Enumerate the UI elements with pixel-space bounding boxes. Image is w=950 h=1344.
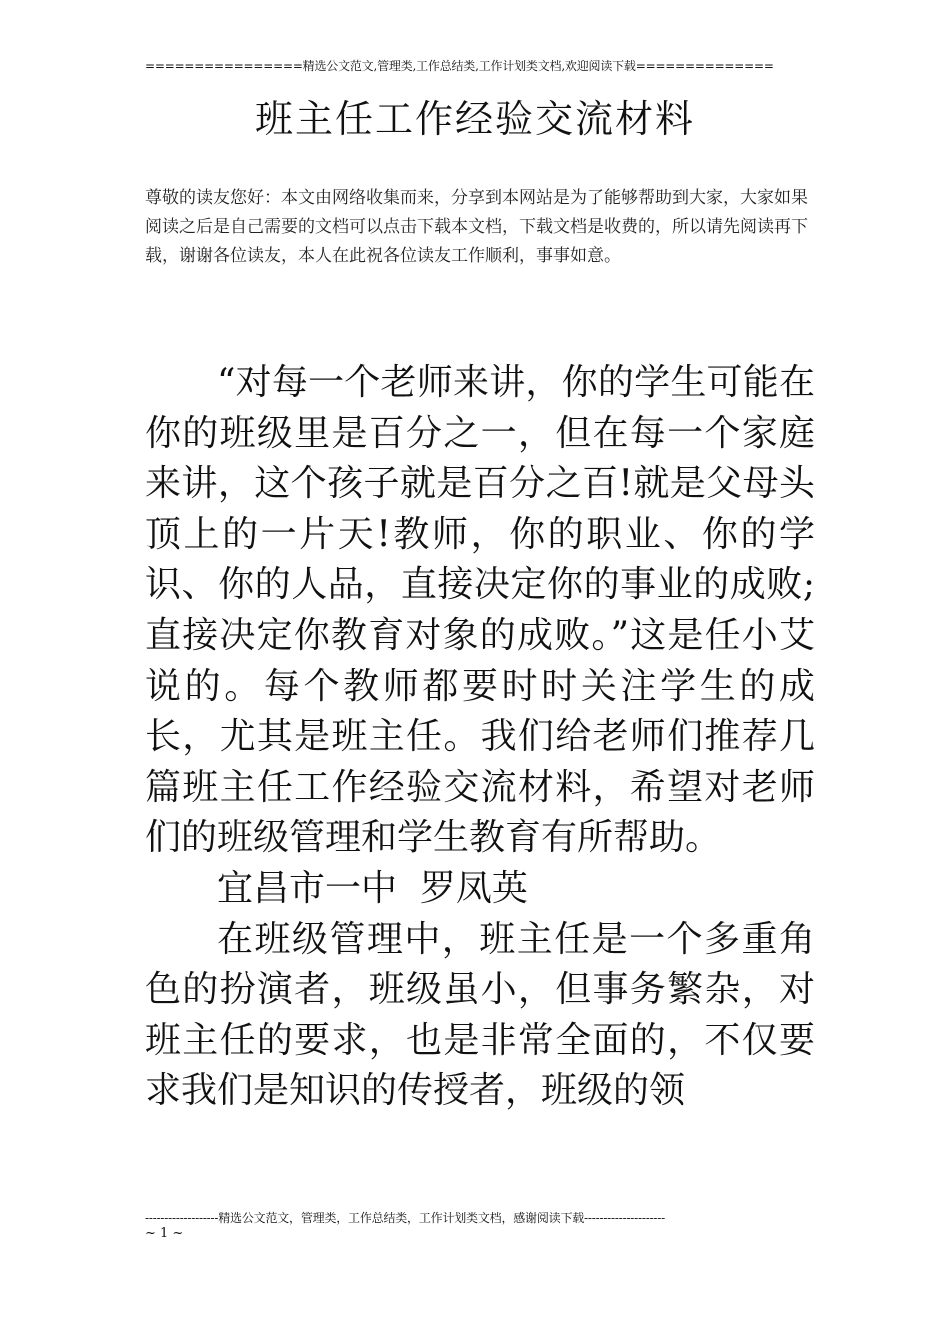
page-header: ================精选公文范文,管理类,工作总结类,工作计划类文档,欢迎阅读下载============== (145, 59, 774, 73)
body-paragraph-author: 宜昌市一中 罗凤英 (217, 867, 528, 909)
document-title: 班主任工作经验交流材料 (254, 97, 695, 141)
intro-notice: 尊敬的读友您好：本文由网络收集而来，分享到本网站是为了能够帮助到大家，大家如果阅读之后是自己需要的文档可以点击下载本文档，下载文档是收费的，所以请先阅读再下载，谢谢各位读友，本人在此祝各位读友工作顺利，事事如意。 (145, 188, 808, 266)
page-footer: -------------------精选公文范文，管理类，工作总结类，工作计划类文档，感谢阅读下载--------------------- (145, 1211, 665, 1225)
body-paragraph-2: 在班级管理中，班主任是一个多重角色的扮演者，班级虽小，但事务繁杂，对班主任的要求，也是非常全面的，不仅要求我们是知识的传授者，班级的领 (145, 918, 815, 1112)
page-number: ~ 1 ~ (145, 1226, 184, 1241)
body-paragraph-1: “对每一个老师来讲，你的学生可能在你的班级里是百分之一，但在每一个家庭来讲，这个孩子就是百分之百!就是父母头顶上的一片天!教师，你的职业、你的学识、你的人品，直接决定你的事业的成败;直接决定你教育对象的成败。”这是任小艾说的。每个教师都要时时关注学生的成长，尤其是班主任。我们给老师们推荐几篇班主任工作经验交流材料，希望对老师们的班级管理和学生教育有所帮助。 (145, 362, 815, 859)
document-body (145, 358, 815, 1117)
